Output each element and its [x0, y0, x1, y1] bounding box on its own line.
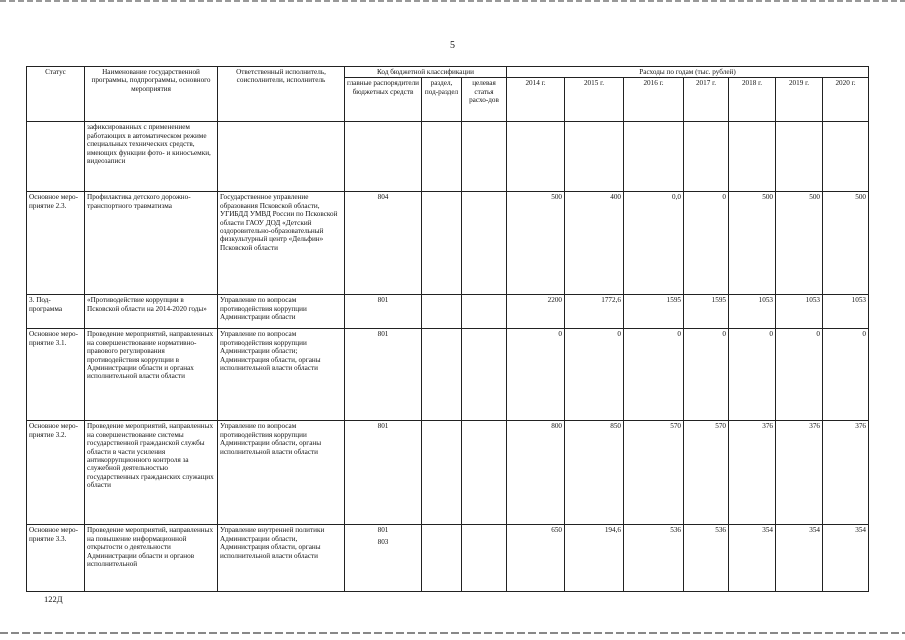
header-status: Статус	[27, 67, 85, 122]
header-expenses: Расходы по годам (тыс. рублей)	[507, 67, 869, 78]
row-status: Основное меро-приятие 3.3.	[27, 525, 85, 592]
row-value: 0	[507, 329, 565, 421]
header-year: 2014 г.	[507, 78, 565, 122]
row-value	[507, 122, 565, 192]
row-value	[624, 122, 684, 192]
row-value: 536	[684, 525, 729, 592]
table-row	[27, 122, 869, 192]
row-section	[422, 329, 462, 421]
row-section	[422, 421, 462, 525]
row-section	[422, 295, 462, 329]
row-value: 500	[729, 192, 776, 295]
row-target	[462, 122, 507, 192]
row-grbs: 801	[345, 421, 422, 525]
row-value: 376	[729, 421, 776, 525]
header-year: 2017 г.	[684, 78, 729, 122]
table-row	[27, 421, 869, 525]
row-value: 500	[507, 192, 565, 295]
row-name: зафиксированных с применением работающих в автоматическом режиме специальных технических средств, имеющих функции фото- и киносъемки, видеозаписи	[85, 122, 218, 192]
row-value: 0	[565, 329, 624, 421]
row-value: 0	[776, 329, 823, 421]
row-name: Проведение мероприятий, направленных на повышение информационной открытости о деятельности Администрации области и органов исполнительной	[85, 525, 218, 592]
row-value: 650	[507, 525, 565, 592]
row-value: 194,6	[565, 525, 624, 592]
row-value	[729, 122, 776, 192]
header-year: 2020 г.	[823, 78, 869, 122]
row-executor: Государственное управление образования Псковской области, УГИБДД УМВД России по Псковской области ГАОУ ДОД «Детский оздоровительно-образовательный физкультурный центр «Дельфин» Псковской области	[218, 192, 345, 295]
header-section: раздел, под-раздел	[422, 78, 462, 122]
row-name: Проведение мероприятий, направленных на совершенствование системы государственной гражданской службы области в части усиления антикоррупционного контроля за служебной деятельностью государственных гражданских служащих области	[85, 421, 218, 525]
header-year: 2019 г.	[776, 78, 823, 122]
row-value: 1772,6	[565, 295, 624, 329]
row-value: 354	[776, 525, 823, 592]
row-grbs-code: 801	[377, 526, 389, 535]
row-value: 0	[684, 192, 729, 295]
header-name: Наименование государственной программы, подпрограммы, основного мероприятия	[85, 67, 218, 122]
row-value	[565, 122, 624, 192]
row-value: 536	[624, 525, 684, 592]
row-value: 1595	[624, 295, 684, 329]
header-budget-code: Код бюджетной классификации	[345, 67, 507, 78]
row-value: 570	[684, 421, 729, 525]
row-status: Основное меро-приятие 3.2.	[27, 421, 85, 525]
row-grbs: 801	[345, 295, 422, 329]
row-name: Проведение мероприятий, направленных на совершенствование нормативно-правового регулирования противодействия коррупции в Администрации области и органах исполнительной власти области	[85, 329, 218, 421]
row-value: 1053	[729, 295, 776, 329]
scan-edge-bottom	[0, 632, 905, 634]
row-value: 1595	[684, 295, 729, 329]
row-section	[422, 525, 462, 592]
row-target	[462, 525, 507, 592]
row-value	[776, 122, 823, 192]
header-year: 2015 г.	[565, 78, 624, 122]
row-section	[422, 192, 462, 295]
header-grbs: главные распорядители бюджетных средств	[345, 78, 422, 122]
row-status: Основное меро-приятие 2.3.	[27, 192, 85, 295]
row-value: 570	[624, 421, 684, 525]
header-year: 2016 г.	[624, 78, 684, 122]
row-grbs-code-second: 803	[377, 537, 389, 546]
row-value: 0	[729, 329, 776, 421]
row-value: 0	[823, 329, 869, 421]
table-row	[27, 192, 869, 295]
table-row	[27, 329, 869, 421]
row-executor: Управление по вопросам противодействия коррупции Администрации области, органы исполнительной власти области	[218, 421, 345, 525]
row-executor	[218, 122, 345, 192]
row-value: 0	[624, 329, 684, 421]
row-value: 2200	[507, 295, 565, 329]
row-status: 3. Под-программа	[27, 295, 85, 329]
header-year: 2018 г.	[729, 78, 776, 122]
row-value	[823, 122, 869, 192]
row-value: 376	[776, 421, 823, 525]
row-name: «Противодействие коррупции в Псковской области на 2014-2020 годы»	[85, 295, 218, 329]
row-target	[462, 421, 507, 525]
header-executor: Ответственный исполнитель, соисполнители, исполнитель	[218, 67, 345, 122]
footer-code: 122Д	[44, 594, 63, 604]
row-value	[684, 122, 729, 192]
row-value: 500	[823, 192, 869, 295]
row-name: Профилактика детского дорожно-транспортного травматизма	[85, 192, 218, 295]
row-value: 500	[776, 192, 823, 295]
page-number: 5	[450, 40, 455, 51]
row-target	[462, 192, 507, 295]
header-target: целевая статья расхо-дов	[462, 78, 507, 122]
row-grbs	[345, 525, 422, 592]
row-value: 0	[684, 329, 729, 421]
row-value: 376	[823, 421, 869, 525]
table-row	[27, 525, 869, 592]
row-value: 400	[565, 192, 624, 295]
row-target	[462, 295, 507, 329]
table-row	[27, 295, 869, 329]
row-grbs: 804	[345, 192, 422, 295]
row-value: 0,0	[624, 192, 684, 295]
row-section	[422, 122, 462, 192]
row-status: Основное меро-приятие 3.1.	[27, 329, 85, 421]
scan-edge-top	[0, 0, 905, 2]
budget-table	[26, 66, 869, 592]
row-status	[27, 122, 85, 192]
row-value: 1053	[776, 295, 823, 329]
row-executor: Управление по вопросам противодействия коррупции Администрации области; Администрация области, органы исполнительной власти области	[218, 329, 345, 421]
row-grbs	[345, 122, 422, 192]
row-executor: Управление внутренней политики Администрации области, Администрация области, органы исполнительной власти области	[218, 525, 345, 592]
row-value: 800	[507, 421, 565, 525]
row-value: 354	[823, 525, 869, 592]
row-target	[462, 329, 507, 421]
row-executor: Управление по вопросам противодействия коррупции Администрации области	[218, 295, 345, 329]
row-grbs: 801	[345, 329, 422, 421]
row-value: 1053	[823, 295, 869, 329]
row-value: 850	[565, 421, 624, 525]
row-value: 354	[729, 525, 776, 592]
